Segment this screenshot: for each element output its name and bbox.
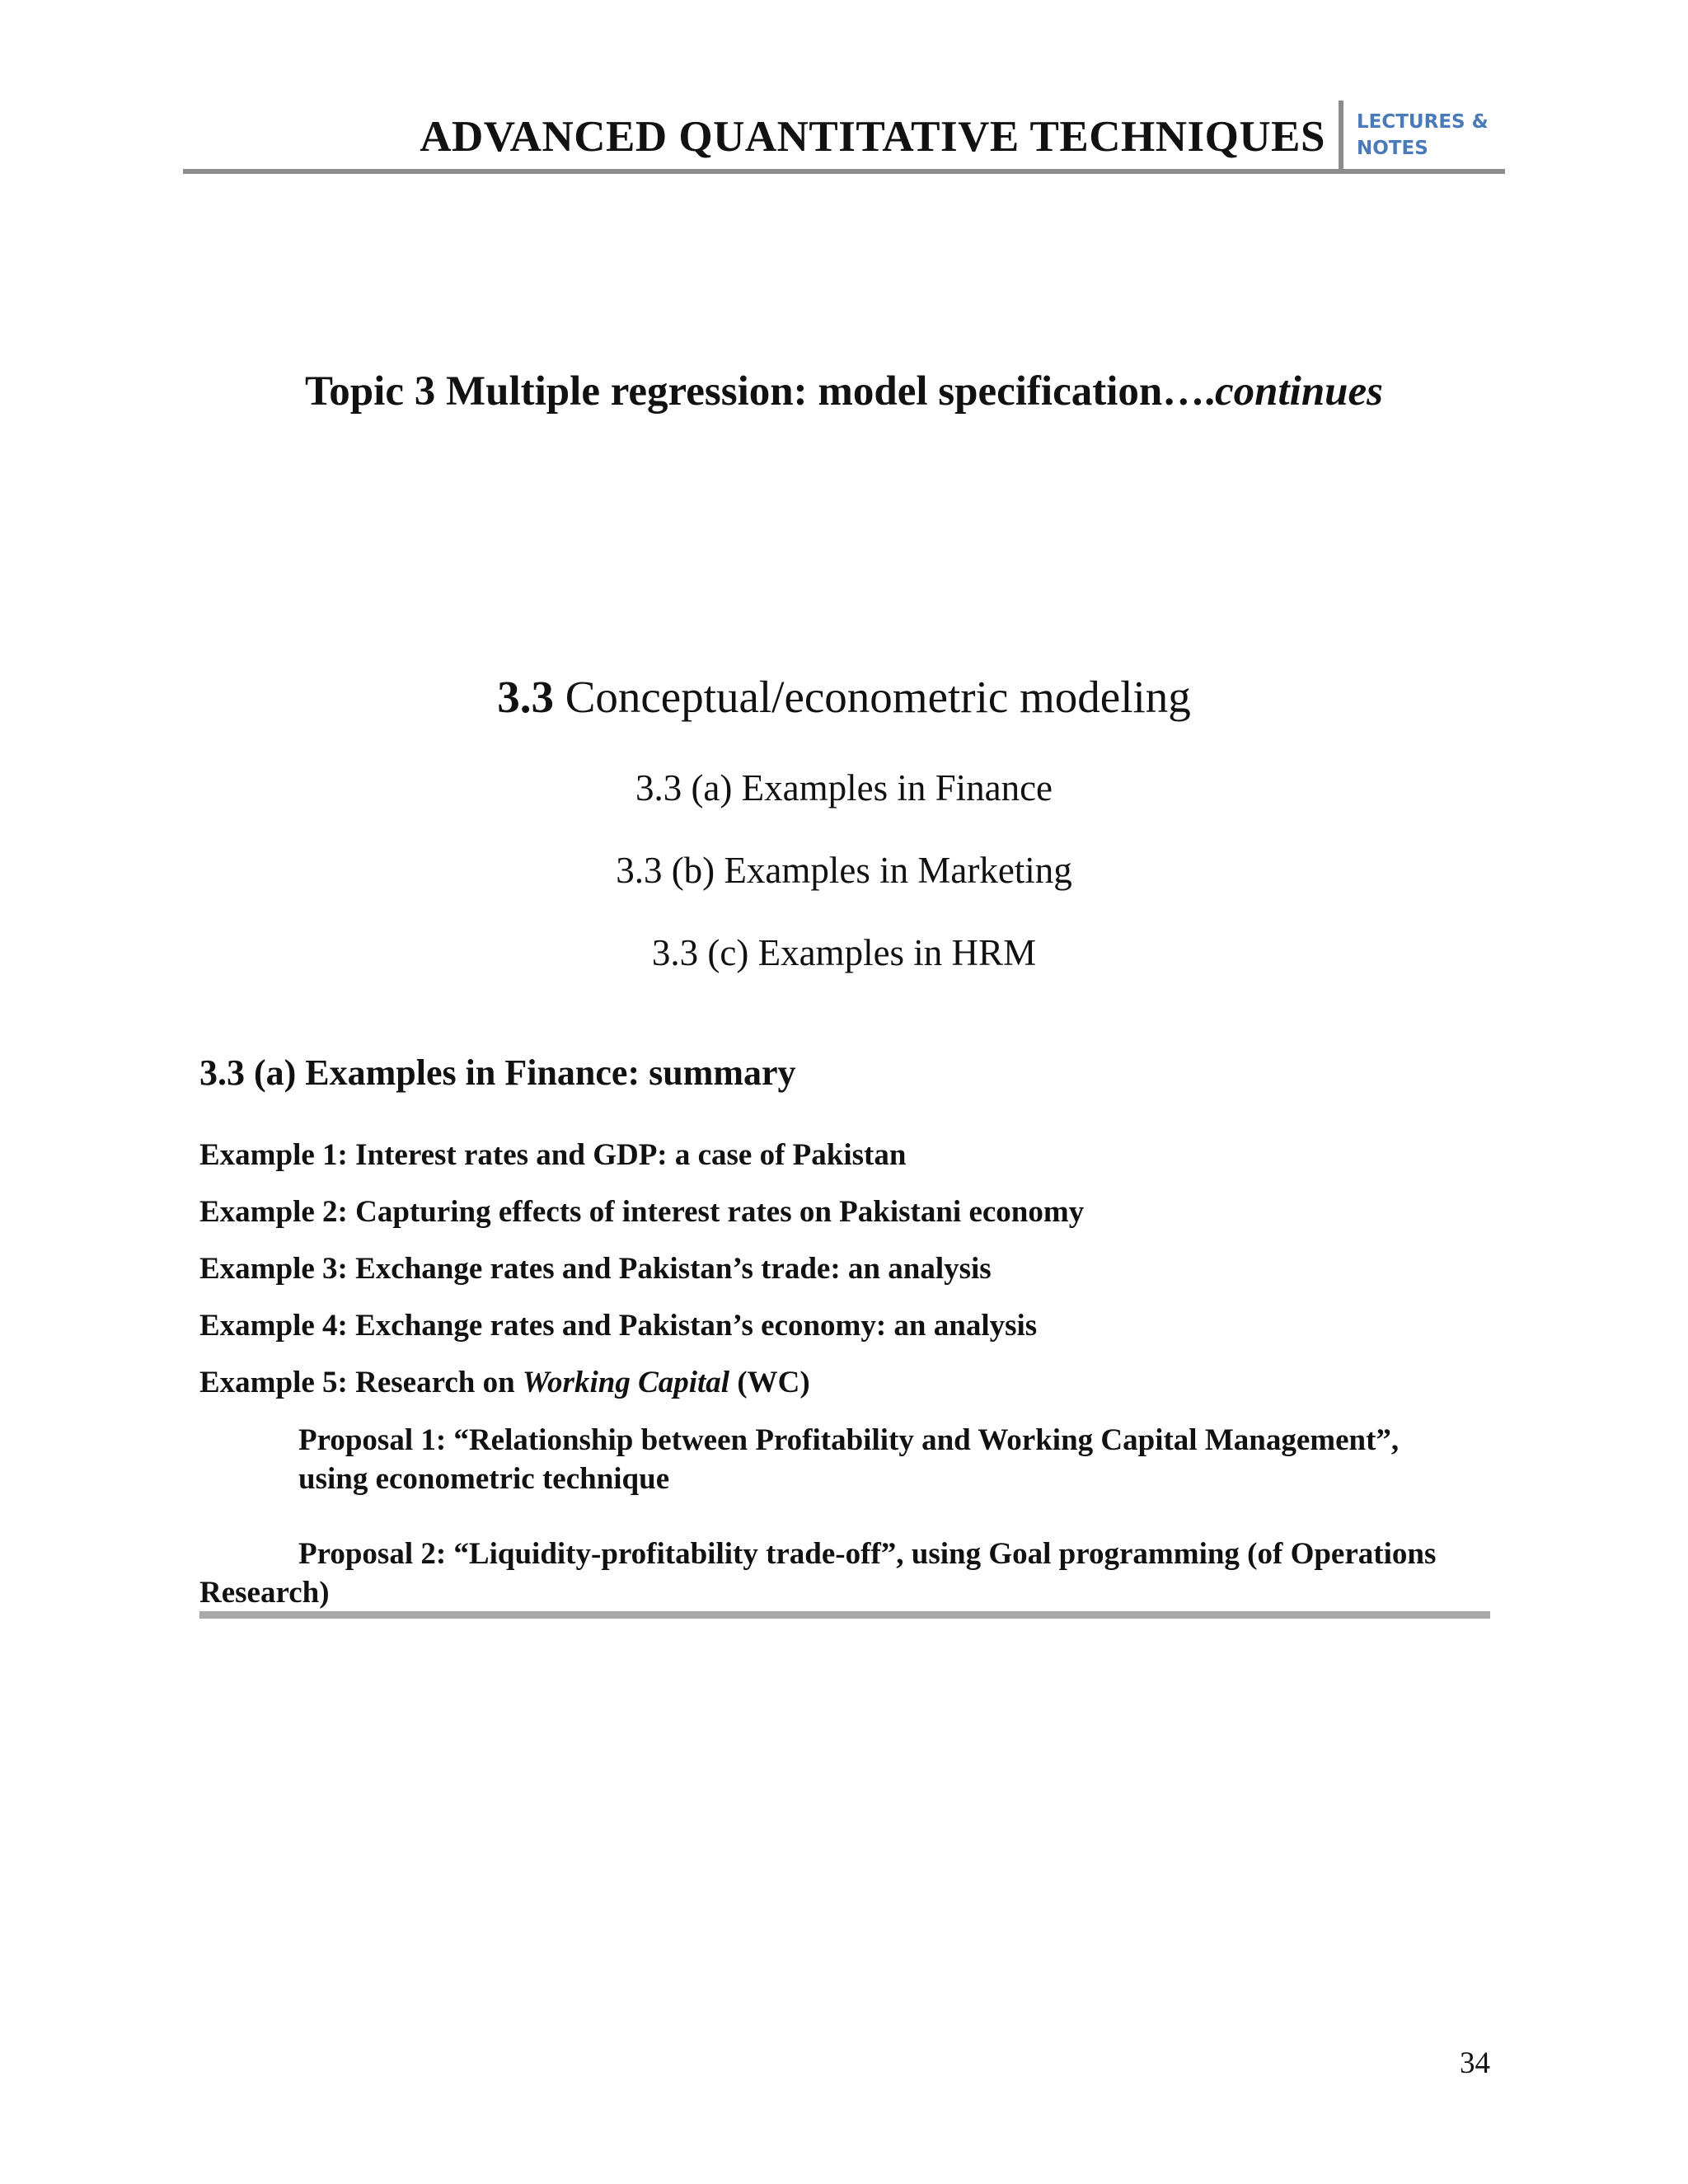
- topic-main: Topic 3 Multiple regression: model specification….: [304, 368, 1215, 415]
- example5-suffix: (WC): [729, 1366, 810, 1399]
- header-tag-line1: LECTURES &: [1357, 111, 1489, 133]
- page-header: [183, 97, 1505, 173]
- header-tag-line2: NOTES: [1357, 138, 1428, 159]
- header-rule: [183, 169, 1505, 174]
- section-bottom-rule: [199, 1611, 1490, 1619]
- example-item: Example 2: Capturing effects of interest rates on Pakistani economy: [199, 1195, 1085, 1229]
- example-item: Example 3: Exchange rates and Pakistan’s trade: an analysis: [199, 1252, 992, 1286]
- proposal-2: Proposal 2: “Liquidity-profitability trade-off”, using Goal programming (of Operations Research): [199, 1537, 1437, 1610]
- section-title: Conceptual/econometric modeling: [553, 672, 1191, 722]
- section-number: 3.3: [497, 672, 554, 722]
- subsection-finance: 3.3 (a) Examples in Finance: [635, 767, 1053, 808]
- example-item: Example 1: Interest rates and GDP: a case of Pakistan: [199, 1138, 907, 1172]
- summary-heading: 3.3 (a) Examples in Finance: summary: [199, 1052, 796, 1093]
- section-heading: [0, 671, 1688, 723]
- example-item-5: [199, 1365, 810, 1400]
- subsection-marketing: 3.3 (b) Examples in Marketing: [616, 850, 1072, 891]
- header-title: ADVANCED QUANTITATIVE TECHNIQUES: [420, 113, 1325, 161]
- header-tag: [1357, 109, 1489, 162]
- example-item: Example 4: Exchange rates and Pakistan’s economy: an analysis: [199, 1309, 1038, 1343]
- example5-prefix: Example 5: Research on: [199, 1366, 523, 1399]
- topic-heading: [0, 368, 1688, 415]
- page-number: 34: [1460, 2046, 1490, 2080]
- example5-italic: Working Capital: [522, 1366, 730, 1399]
- header-divider: [1339, 101, 1343, 170]
- topic-suffix: continues: [1214, 368, 1384, 415]
- proposal-1: Proposal 1: “Relationship between Profitability and Working Capital Management”, using econometric technique: [298, 1423, 1400, 1496]
- subsection-hrm: 3.3 (c) Examples in HRM: [651, 932, 1037, 973]
